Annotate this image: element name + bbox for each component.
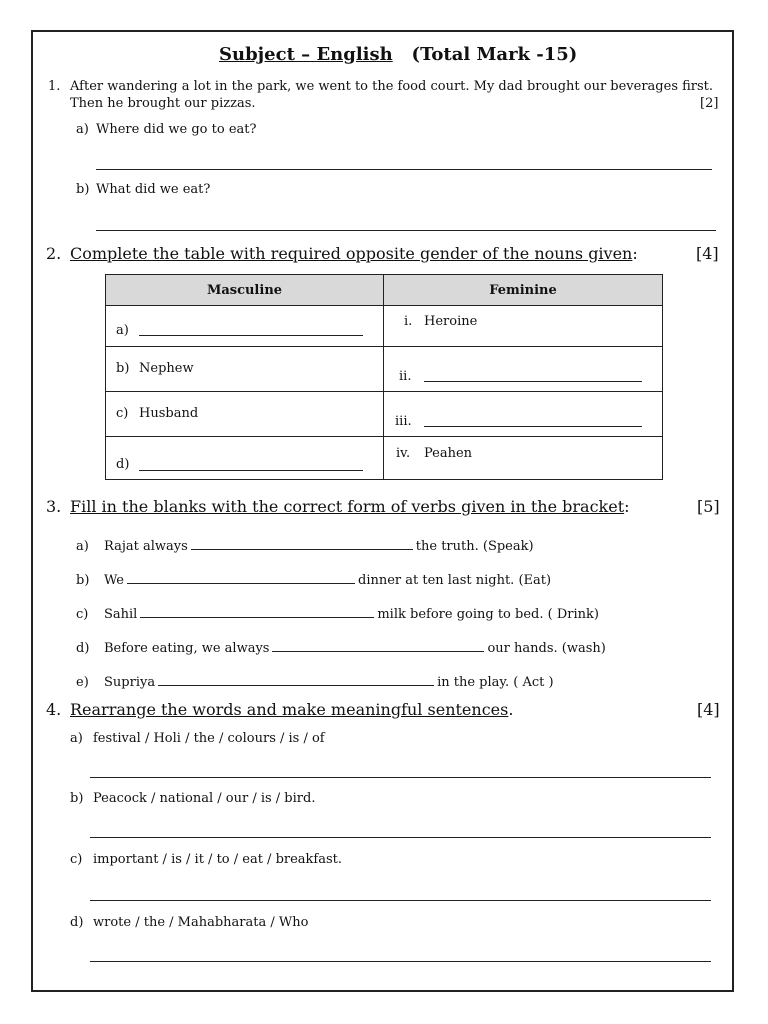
q2-instruction: Complete the table with required opposite gender of the nouns given — [70, 244, 633, 263]
row-iv-word: Peahen — [424, 446, 473, 461]
table-cell-masculine-b — [106, 347, 384, 392]
q4d-label: d) — [70, 915, 84, 930]
q1a-answer-line[interactable] — [96, 169, 712, 170]
row-a-label: a) — [116, 323, 129, 338]
q4-number: 4. — [46, 700, 62, 719]
q2-heading — [70, 244, 638, 263]
q3-colon: : — [624, 497, 630, 516]
q3-marks: [5] — [697, 497, 720, 516]
q4a-answer-line[interactable] — [90, 777, 711, 778]
q1a-question: Where did we go to eat? — [96, 122, 257, 137]
q1-passage-line2: Then he brought our pizzas. — [70, 96, 256, 111]
q3-heading — [70, 497, 630, 516]
q3a-after: the truth. (Speak) — [415, 539, 534, 554]
masculine-header: Masculine — [106, 275, 384, 306]
row-a-blank[interactable] — [139, 335, 363, 336]
q3c-sentence — [104, 607, 599, 622]
q4-marks: [4] — [697, 700, 720, 719]
row-iii-label: iii. — [395, 414, 412, 429]
q3d-label: d) — [76, 641, 90, 656]
q3c-after: milk before going to bed. ( Drink) — [377, 607, 599, 622]
row-b-label: b) — [116, 361, 130, 376]
q3b-after: dinner at ten last night. (Eat) — [358, 573, 552, 588]
q3b-label: b) — [76, 573, 90, 588]
q4b-words: Peacock / national / our / is / bird. — [93, 791, 316, 806]
row-d-blank[interactable] — [139, 470, 363, 471]
q3c-blank[interactable] — [140, 616, 374, 618]
q3a-sentence — [104, 539, 534, 554]
q1-passage-line1: After wandering a lot in the park, we went to the food court. My dad brought our beverages first. — [70, 79, 714, 94]
q1b-answer-line[interactable] — [96, 230, 716, 231]
q3b-sentence — [104, 573, 551, 588]
q3e-sentence — [104, 675, 554, 690]
q2-marks: [4] — [696, 244, 719, 263]
row-c-label: c) — [116, 406, 129, 421]
table-cell-masculine-a — [106, 306, 384, 347]
row-i-word: Heroine — [424, 314, 478, 329]
q4c-label: c) — [70, 852, 83, 867]
q2-colon: : — [632, 244, 638, 263]
q4-dot: . — [508, 700, 514, 719]
q1-number: 1. — [48, 79, 61, 94]
q4d-words: wrote / the / Mahabharata / Who — [93, 915, 309, 930]
row-c-word: Husband — [139, 406, 199, 421]
q4b-answer-line[interactable] — [90, 837, 711, 838]
q3d-sentence — [104, 641, 606, 656]
row-ii-blank[interactable] — [424, 381, 642, 382]
q3-instruction: Fill in the blanks with the correct form of verbs given in the bracket — [70, 497, 625, 516]
subject-label: Subject – English — [219, 44, 393, 65]
q1-marks: [2] — [700, 96, 719, 111]
q3-number: 3. — [46, 497, 62, 516]
table-cell-masculine-d — [106, 437, 384, 480]
row-iv-label: iv. — [396, 446, 411, 461]
q3a-before: Rajat always — [104, 539, 188, 554]
q3e-before: Supriya — [104, 675, 156, 690]
q1b-label: b) — [76, 182, 90, 197]
q3b-before: We — [104, 573, 124, 588]
q4b-label: b) — [70, 791, 84, 806]
q4c-words: important / is / it / to / eat / breakfast. — [93, 852, 343, 867]
q4-instruction: Rearrange the words and make meaningful sentences — [70, 700, 509, 719]
table-cell-feminine-ii — [384, 347, 663, 392]
q3c-label: c) — [76, 607, 89, 622]
q1b-question: What did we eat? — [96, 182, 211, 197]
q4d-answer-line[interactable] — [90, 961, 711, 962]
total-marks: (Total Mark -15) — [411, 44, 578, 65]
q3a-label: a) — [76, 539, 89, 554]
q4a-label: a) — [70, 731, 83, 746]
table-cell-feminine-i — [384, 306, 663, 347]
table-cell-feminine-iv — [384, 437, 663, 480]
q3b-blank[interactable] — [127, 582, 355, 584]
gender-table — [105, 274, 663, 480]
q3e-label: e) — [76, 675, 89, 690]
row-ii-label: ii. — [399, 369, 412, 384]
q3d-before: Before eating, we always — [104, 641, 270, 656]
q1a-label: a) — [76, 122, 89, 137]
table-cell-masculine-c — [106, 392, 384, 437]
q4-heading — [70, 700, 513, 719]
q4c-answer-line[interactable] — [90, 900, 711, 901]
q3e-after: in the play. ( Act ) — [437, 675, 554, 690]
row-i-label: i. — [404, 314, 413, 329]
q3a-blank[interactable] — [191, 548, 413, 550]
q2-number: 2. — [46, 244, 62, 263]
feminine-header: Feminine — [384, 275, 663, 306]
q3d-blank[interactable] — [272, 650, 484, 652]
row-b-word: Nephew — [139, 361, 194, 376]
q3c-before: Sahil — [104, 607, 138, 622]
q3d-after: our hands. (wash) — [487, 641, 606, 656]
q4a-words: festival / Holi / the / colours / is / of — [93, 731, 325, 746]
row-d-label: d) — [116, 457, 130, 472]
worksheet-title — [219, 44, 577, 65]
table-cell-feminine-iii — [384, 392, 663, 437]
q3e-blank[interactable] — [158, 684, 434, 686]
row-iii-blank[interactable] — [424, 426, 642, 427]
